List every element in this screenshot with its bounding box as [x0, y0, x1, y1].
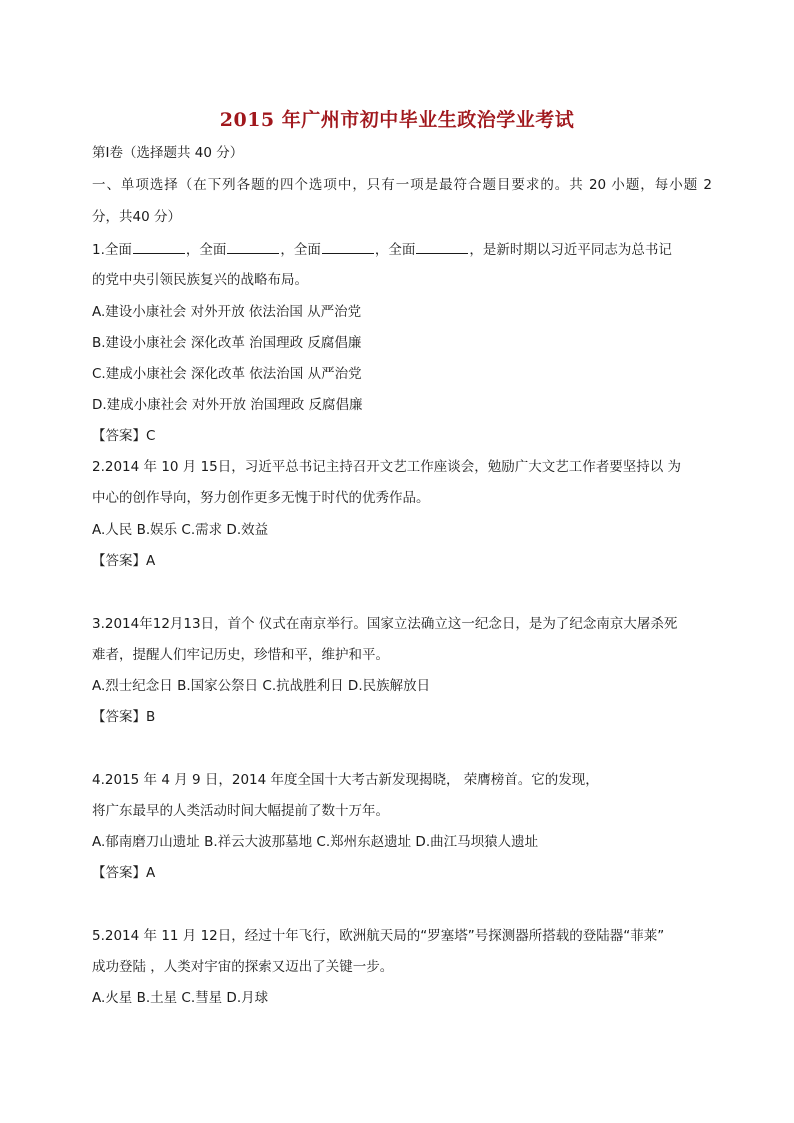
- question-1-line-2: 的党中央引领民族复兴的战略布局。: [92, 272, 308, 288]
- question-1-text: 1.全面: [92, 242, 132, 258]
- fill-blank: [133, 239, 185, 254]
- question-5-line-1: 5.2014 年 11 月 12日，经过十年飞行，欧洲航天局的“罗塞塔”号探测器所搭载的登陆器“菲莱”: [92, 928, 665, 944]
- question-1-line-1: [92, 239, 712, 260]
- section-header: 第Ⅰ卷（选择题共 40 分）: [92, 145, 244, 161]
- fill-blank: [416, 239, 468, 254]
- question-3-options: A.烈士纪念日 B.国家公祭日 C.抗战胜利日 D.民族解放日: [92, 678, 431, 694]
- exam-title: 2015 年广州市初中毕业生政治学业考试: [219, 109, 575, 131]
- question-1-text: ，是新时期以习近平同志为总书记: [469, 242, 672, 258]
- question-1-option-d: D.建成小康社会 对外开放 治国理政 反腐倡廉: [92, 397, 363, 413]
- instructions-line-1: 一、单项选择（在下列各题的四个选项中，只有一项是最符合题目要求的。共 20 小题，每小题 2: [92, 177, 712, 193]
- question-1-option-a: A.建设小康社会 对外开放 依法治国 从严治党: [92, 304, 362, 320]
- question-4-line-2: 将广东最早的人类活动时间大幅提前了数十万年。: [92, 803, 389, 819]
- question-4-options: A.郁南磨刀山遗址 B.祥云大波那墓地 C.郑州东赵遗址 D.曲江马坝猿人遗址: [92, 834, 539, 850]
- question-1-text: ，全面: [185, 242, 227, 258]
- question-3-line-1: 3.2014年12月13日，首个 仪式在南京举行。国家立法确立这一纪念日，是为了纪念南京大屠杀死: [92, 616, 678, 632]
- question-1-answer: 【答案】C: [92, 428, 156, 444]
- fill-blank: [322, 239, 374, 254]
- question-4-answer: 【答案】A: [92, 865, 156, 881]
- question-1-text: ，全面: [374, 242, 416, 258]
- question-1-option-b: B.建设小康社会 深化改革 治国理政 反腐倡廉: [92, 335, 362, 351]
- question-2-options: A.人民 B.娱乐 C.需求 D.效益: [92, 522, 269, 538]
- question-5-line-2: 成功登陆 ，人类对宇宙的探索又迈出了关键一步。: [92, 959, 394, 975]
- fill-blank: [227, 239, 279, 254]
- question-4-line-1: 4.2015 年 4 月 9 日，2014 年度全国十大考古新发现揭晓， 荣膺榜首。它的发现，: [92, 772, 599, 788]
- question-3-answer: 【答案】B: [92, 709, 156, 725]
- question-3-line-2: 难者，提醒人们牢记历史，珍惜和平，维护和平。: [92, 647, 389, 663]
- question-5-options: A.火星 B.土星 C.彗星 D.月球: [92, 990, 269, 1006]
- instructions-line-2: 分，共40 分）: [92, 209, 181, 225]
- question-1-text: ，全面: [280, 242, 321, 258]
- question-1-option-c: C.建成小康社会 深化改革 依法治国 从严治党: [92, 366, 362, 382]
- question-2-answer: 【答案】A: [92, 553, 156, 569]
- question-2-line-1: 2.2014 年 10 月 15日，习近平总书记主持召开文艺工作座谈会，勉励广大文艺工作者要坚持以 为: [92, 459, 682, 475]
- question-2-line-2: 中心的创作导向，努力创作更多无愧于时代的优秀作品。: [92, 490, 430, 506]
